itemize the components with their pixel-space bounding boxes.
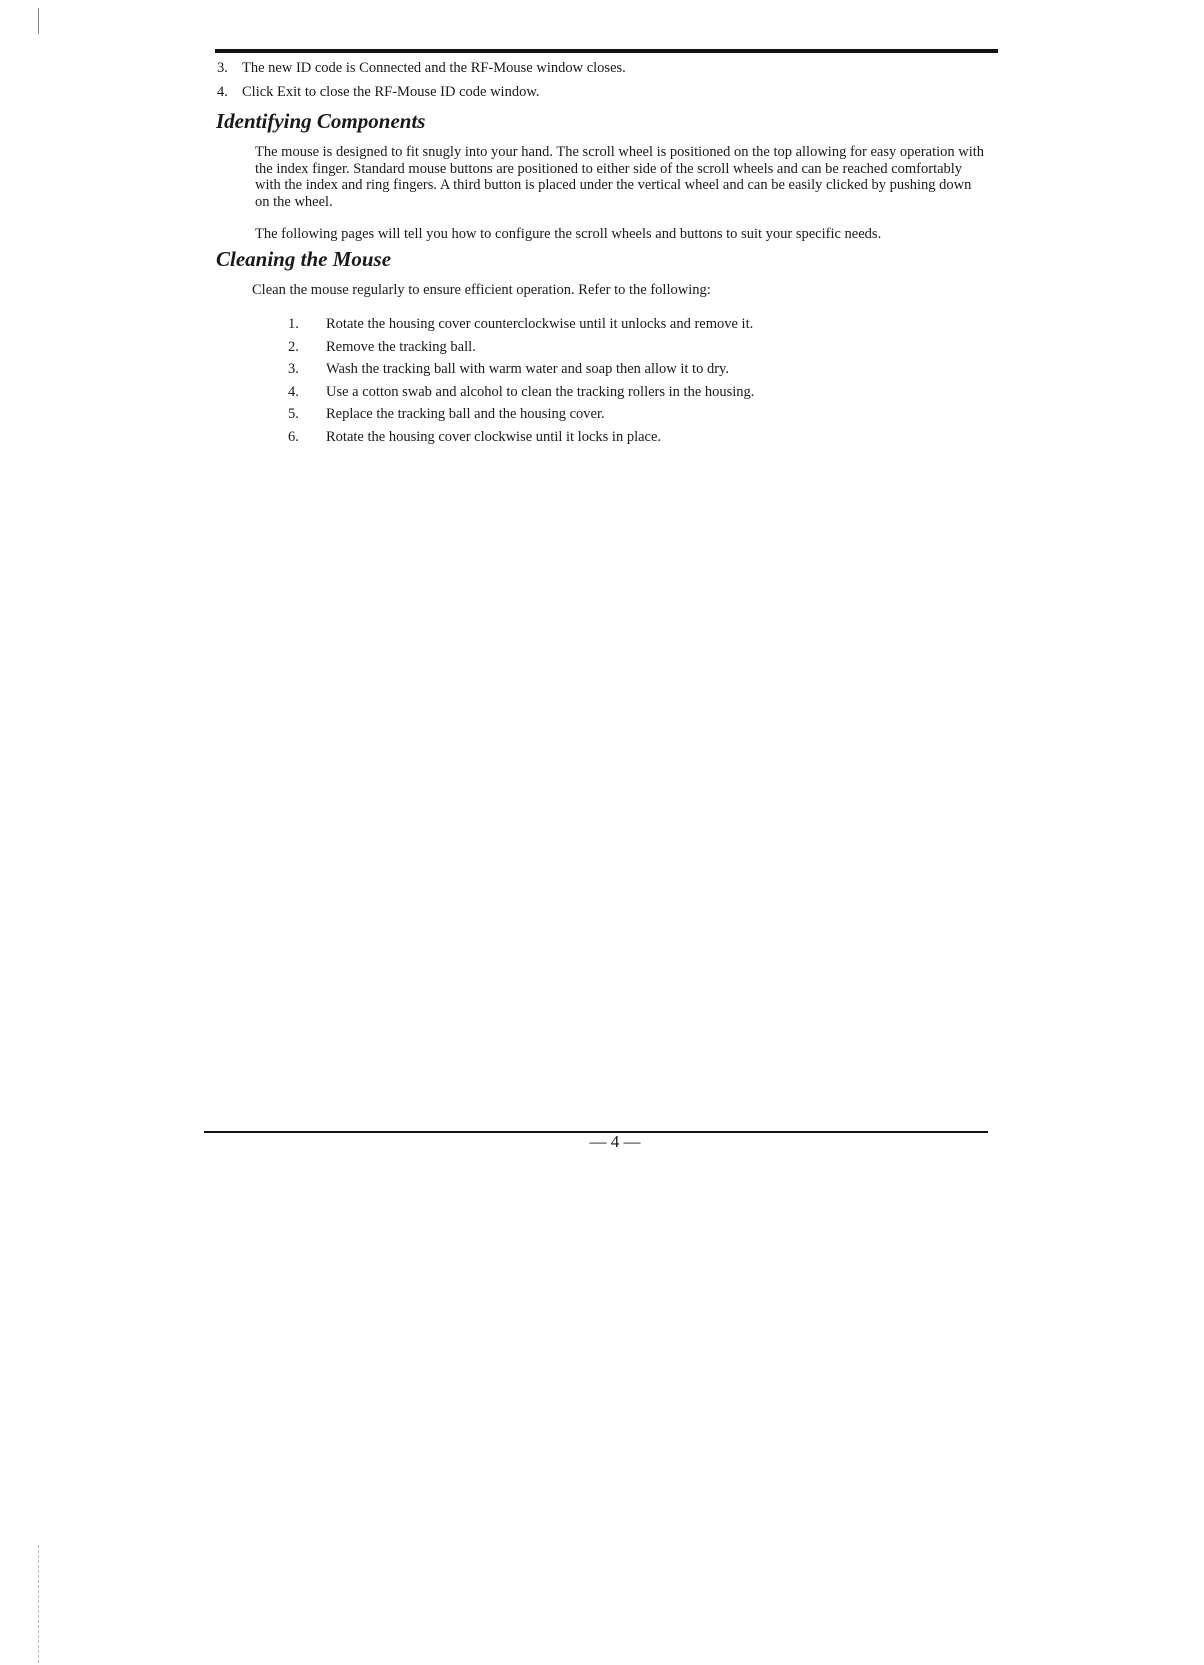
step-number: 2.: [288, 338, 299, 355]
step-text: Wash the tracking ball with warm water and soap then allow it to dry.: [326, 361, 729, 377]
list-item: [288, 313, 754, 336]
list-item: [288, 403, 754, 426]
identifying-components-heading: Identifying Components: [216, 109, 426, 133]
step-number: 3.: [217, 60, 228, 76]
list-item: [288, 336, 754, 359]
step-number: 4.: [217, 84, 228, 100]
cleaning-mouse-heading: Cleaning the Mouse: [216, 247, 392, 271]
step-text: Use a cotton swab and alcohol to clean the tracking rollers in the housing.: [326, 383, 755, 400]
list-item: [288, 358, 754, 381]
step-text: Rotate the housing cover counterclockwise until it unlocks and remove it.: [326, 316, 754, 332]
step-text: Rotate the housing cover clockwise until it locks in place.: [326, 428, 662, 445]
scan-edge-mark: [38, 8, 39, 34]
step-number: 4.: [288, 383, 299, 400]
step-text: Replace the tracking ball and the housing cover.: [326, 406, 605, 422]
step-number: 6.: [288, 428, 299, 445]
list-item: [288, 381, 754, 404]
scan-edge-mark: [38, 1545, 40, 1663]
cleaning-mouse-intro: Clean the mouse regularly to ensure efficient operation. Refer to the following:: [252, 282, 711, 298]
step-text: The new ID code is Connected and the RF-Mouse window closes.: [242, 60, 626, 76]
page-number: — 4 —: [589, 1132, 641, 1151]
cleaning-steps-list: [288, 313, 754, 448]
step-number: 3.: [288, 361, 299, 377]
step-number: 1.: [288, 316, 299, 332]
header-rule: [215, 49, 998, 53]
continued-step-4: [217, 83, 539, 101]
continued-step-3: [217, 59, 626, 77]
step-number: 5.: [288, 406, 299, 422]
step-text: Remove the tracking ball.: [326, 338, 476, 355]
step-text: Click Exit to close the RF-Mouse ID code window.: [242, 84, 540, 100]
list-item: [288, 426, 754, 449]
identifying-components-followup: The following pages will tell you how to configure the scroll wheels and buttons to suit your specific needs.: [255, 226, 882, 242]
identifying-components-paragraph: The mouse is designed to fit snugly into your hand. The scroll wheel is positioned on the top allowing for easy operation with the index finger. Standard mouse buttons are positioned to either side of the scroll wheels and can be reached comfortably with the index and ring fingers. A third button is placed under the vertical wheel and can be easily clicked by pushing down on the wheel.: [255, 144, 985, 210]
